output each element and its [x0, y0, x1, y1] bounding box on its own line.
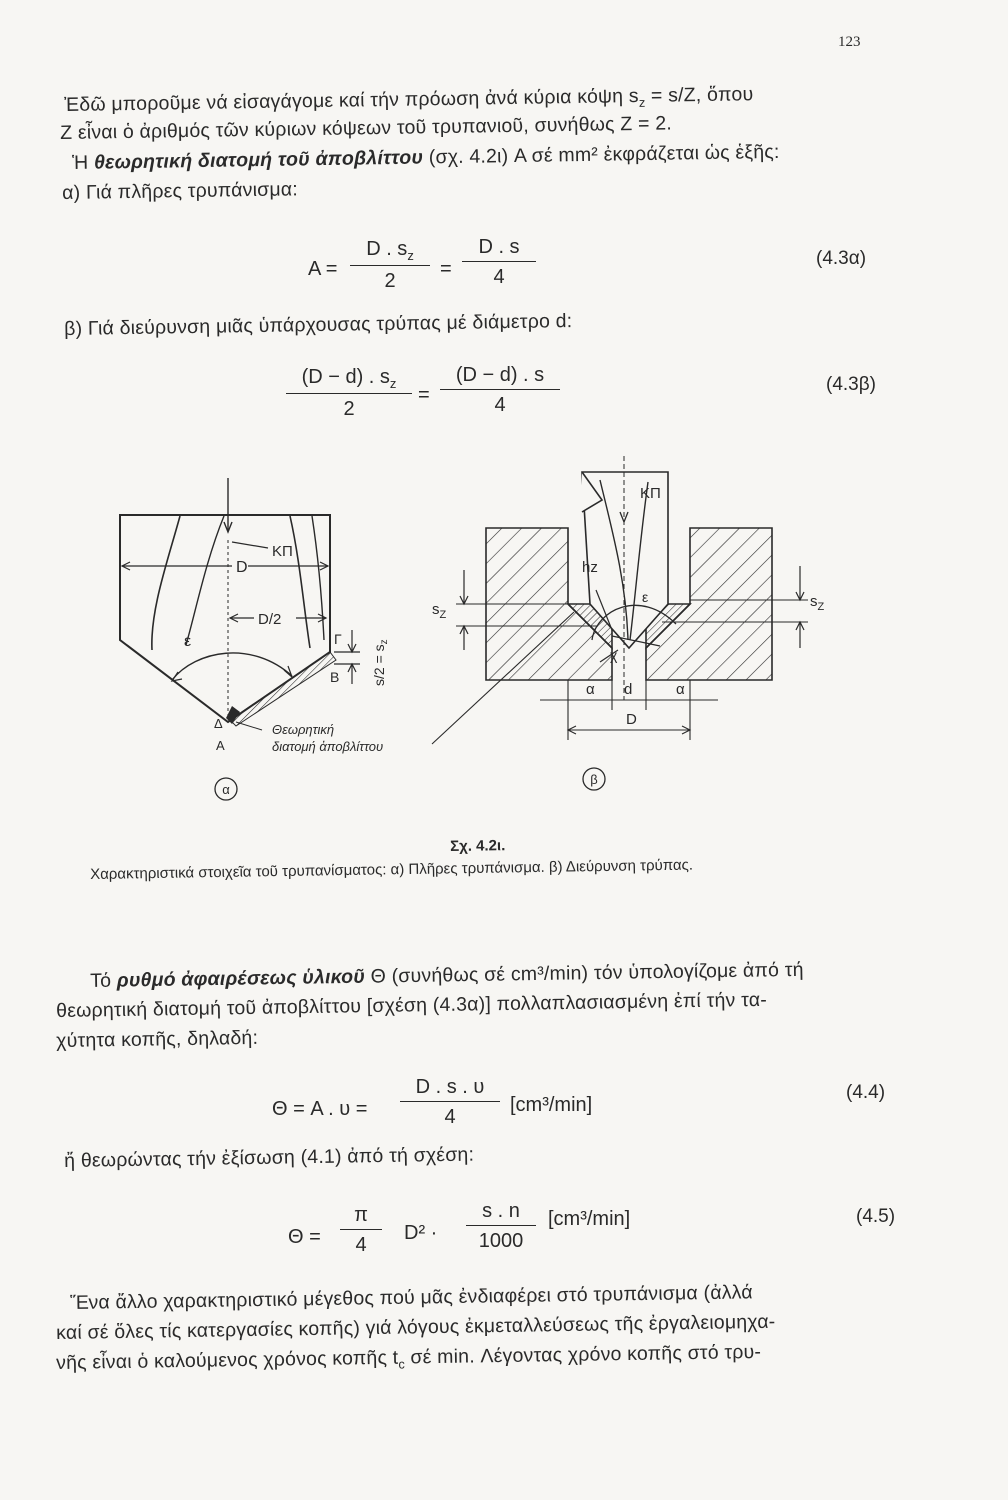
eq-4-5-frac1: $\frac{\pi}{4}$ — [340, 1204, 382, 1257]
eq-4-4-frac: $\frac{D . s . \upsilon}{4}$ — [400, 1076, 500, 1129]
fig-a-delta: Δ — [214, 716, 223, 731]
figure-caption-title: Σχ. 4.2ι. — [450, 837, 506, 855]
fig-b-sz-left: $s_Z$ — [432, 601, 447, 621]
eq-4-3b-label: (4.3β) — [826, 374, 876, 395]
eq-4-5-d2: D² · — [404, 1222, 438, 1244]
intro-line-4: α) Γιά πλῆρες τρυπάνισμα: — [62, 178, 299, 204]
figure-b — [432, 456, 808, 744]
para3-line-3: νῆς εἶναι ὁ καλούμενος χρόνος κοπῆς $t_c$ σέ min. Λέγοντας χρόνο κοπῆς στό τρυ- — [56, 1340, 762, 1374]
fig-a-gamma: Γ — [334, 631, 342, 647]
intro-line-3: Ἡ θεωρητική διατομή τοῦ ἀποβλίττου (σχ. 4.2ι) A σέ mm² ἐκφράζεται ὡς ἑξῆς: — [72, 140, 780, 174]
fig-a-epsilon: ε — [184, 633, 192, 650]
fig-b-chi: χ — [610, 647, 618, 663]
para2-line-3: χύτητα κοπῆς, δηλαδή: — [56, 1026, 259, 1052]
eq-4-3b-equals: = — [418, 384, 430, 406]
page-number: 123 — [838, 34, 861, 50]
eq-4-3a-equals: = — [440, 258, 452, 280]
chip-area — [230, 652, 336, 726]
fig-b-hz: hz — [582, 559, 598, 576]
para2-line-1: Τό ρυθμό ἀφαιρέσεως ὑλικοῦ Θ (συνήθως σέ cm³/min) τόν ὑπολογίζομε ἀπό τή — [90, 958, 804, 992]
eq-4-5-frac2: $\frac{s . n}{1000}$ — [466, 1200, 536, 1253]
fig-b-a-right: α — [676, 681, 685, 698]
eq-4-3a-label: (4.3α) — [816, 248, 867, 269]
svg-text:α: α — [222, 782, 230, 797]
eq-4-3a-frac2: $\frac{D . s}{4}$ — [462, 236, 536, 289]
fig-a-beta: B — [330, 669, 340, 685]
para3-line-2: καί σέ ὅλες τίς κατεργασίες κοπῆς) γιά λόγους ἐκμεταλλεύσεως τῆς ἐργαλειομηχα- — [56, 1310, 776, 1344]
fig-b-epsilon: ε — [642, 589, 649, 605]
fig-a-s-half: $s/2 = s_z$ — [371, 639, 390, 686]
line-or: ἤ θεωρώντας τήν ἐξίσωση (4.1) ἀπό τή σχέση: — [64, 1143, 475, 1172]
eq-4-3a-lhs: A = — [308, 258, 338, 280]
svg-text:β: β — [590, 772, 598, 787]
eq-4-5-unit: [cm³/min] — [548, 1208, 631, 1230]
fig-a-D: D — [236, 559, 248, 576]
eq-4-5-label: (4.5) — [856, 1206, 896, 1227]
intro-line-2: Z εἶναι ὁ ἀριθμός τῶν κύριων κόψεων τοῦ τρυπανιοῦ, συνήθως Z = 2. — [60, 112, 673, 144]
fig-b-kp: ΚΠ — [640, 485, 661, 502]
fig-a-area-label-1: Θεωρητική — [272, 722, 335, 737]
para3-line-1: Ἕνα ἄλλο χαρακτηριστικό μέγεθος πού μᾶς ἐνδιαφέρει στό τρυπάνισμα (ἀλλά — [70, 1281, 753, 1314]
fig-a-kp: ΚΠ — [272, 543, 293, 560]
eq-4-4-lhs: Θ = A . υ = — [272, 1098, 368, 1120]
para2-line-2: θεωρητική διατομή τοῦ ἀποβλίττου [σχέση (4.3α)] πολλαπλασιασμένη ἐπί τήν τα- — [56, 988, 768, 1022]
eq-4-5-lhs: Θ = — [288, 1226, 321, 1248]
fig-b-a-left: α — [586, 681, 595, 698]
eq-4-4-label: (4.4) — [846, 1082, 886, 1103]
fig-b-sz-right: $s_Z$ — [810, 593, 825, 613]
intro-line-1: Ἐδῶ μποροῦμε νά εἰσαγάγομε καί τήν πρόωση ἀνά κύρια κόψη $s_z = s/Z$, ὅπου — [64, 83, 754, 116]
fig-a-area-label-2: διατομή ἀποβλίττου — [272, 739, 384, 754]
fig-b-d: d — [624, 681, 633, 698]
fig-a-alpha: A — [216, 738, 225, 753]
fig-b-badge — [583, 768, 605, 790]
fig-a-D-half: D/2 — [258, 611, 282, 628]
eq-4-3b-frac2: $\frac{(D - d) . s}{4}$ — [440, 364, 560, 417]
line-b: β) Γιά διεύρυνση μιᾶς ὑπάρχουσας τρύπας μέ διάμετρο d: — [64, 310, 573, 340]
fig-a-badge — [215, 778, 237, 800]
figure-caption-text: Χαρακτηριστικά στοιχεῖα τοῦ τρυπανίσματος: α) Πλῆρες τρυπάνισμα. β) Διεύρυνση τρύπας. — [90, 856, 694, 883]
eq-4-3a-frac1: $\frac{D . s_z}{2}$ — [350, 238, 430, 293]
eq-4-4-unit: [cm³/min] — [510, 1094, 593, 1116]
figure-a — [120, 478, 360, 730]
fig-b-D: D — [626, 711, 637, 728]
eq-4-3b-frac1: $\frac{(D - d) . s_z}{2}$ — [286, 366, 412, 421]
